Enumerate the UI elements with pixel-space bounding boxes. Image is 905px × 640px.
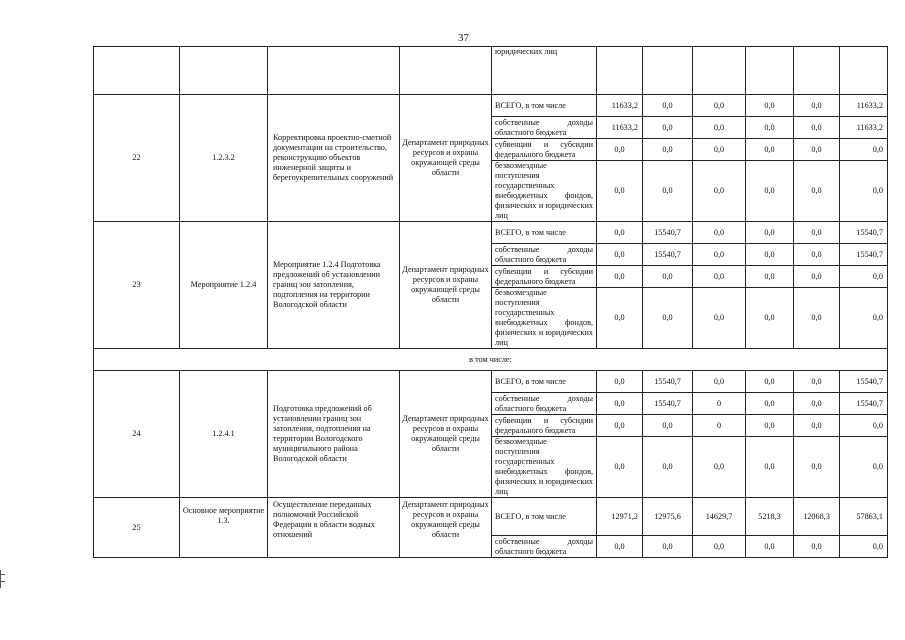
value-cell: 0,0 — [643, 536, 693, 558]
value-cell: 12971,2 — [597, 498, 643, 536]
value-cell: 0,0 — [746, 95, 794, 117]
row-code: 1.2.4.1 — [180, 371, 268, 498]
value-cell: 0,0 — [746, 437, 794, 498]
value-cell: 0,0 — [794, 222, 840, 244]
value-cell: 0,0 — [746, 244, 794, 266]
value-cell: 0,0 — [746, 139, 794, 161]
value-cell: 0,0 — [746, 536, 794, 558]
value-cell: 15540,7 — [840, 222, 888, 244]
source-label: субвенции и субсидии федерального бюджета — [492, 139, 597, 161]
value-cell: 0,0 — [794, 437, 840, 498]
source-label: собственные доходы областного бюджета — [492, 244, 597, 266]
table-row — [94, 498, 888, 536]
value-cell: 0,0 — [693, 139, 746, 161]
source-label: ВСЕГО, в том числе — [492, 95, 597, 117]
source-label: безвозмездные поступления государственных внебюджетных фондов, физических и юридических лиц — [492, 288, 597, 349]
value-cell: 0 — [693, 415, 746, 437]
value-cell: 0,0 — [794, 288, 840, 349]
source-label: ВСЕГО, в том числе — [492, 222, 597, 244]
value-cell: 0,0 — [693, 371, 746, 393]
value-cell: 0,0 — [794, 244, 840, 266]
value-cell: 12068,3 — [794, 498, 840, 536]
row-number: 25 — [94, 498, 180, 558]
source-label: собственные доходы областного бюджета — [492, 536, 597, 558]
row-department: Департамент природных ресурсов и охраны окружающей среды области — [400, 95, 492, 222]
value-cell: 0,0 — [597, 266, 643, 288]
source-label: юридических лиц — [492, 47, 597, 95]
value-cell: 0,0 — [840, 288, 888, 349]
row-description: Корректировка проектно-сметной документации на строительство, реконструкцию объектов инженерной защиты и берегоукрепительных сооружений — [268, 95, 400, 222]
program-table — [93, 46, 888, 558]
value-cell: 0,0 — [794, 536, 840, 558]
table-row — [94, 371, 888, 393]
value-cell: 0,0 — [597, 161, 643, 222]
row-number: 24 — [94, 371, 180, 498]
value-cell: 0,0 — [597, 244, 643, 266]
value-cell: 0,0 — [794, 95, 840, 117]
table-row — [94, 95, 888, 117]
value-cell: 0,0 — [840, 161, 888, 222]
source-label: собственные доходы областного бюджета — [492, 393, 597, 415]
value-cell: 0,0 — [746, 161, 794, 222]
value-cell: 0,0 — [693, 222, 746, 244]
value-cell: 0,0 — [597, 222, 643, 244]
source-label: субвенции и субсидии федерального бюджета — [492, 415, 597, 437]
value-cell: 0,0 — [794, 371, 840, 393]
row-department: Департамент природных ресурсов и охраны окружающей среды области — [400, 222, 492, 349]
value-cell: 15540,7 — [643, 244, 693, 266]
value-cell: 0,0 — [746, 371, 794, 393]
value-cell: 0,0 — [643, 161, 693, 222]
value-cell: 0,0 — [794, 415, 840, 437]
source-label: безвозмездные поступления государственных внебюджетных фондов, физических и юридических лиц — [492, 161, 597, 222]
row-description: Подготовка предложений об установлении границ зон затопления, подтопления на территории Вологодского муниципального района Вологодской области — [268, 371, 400, 498]
row-department: Департамент природных ресурсов и охраны окружающей среды области — [400, 371, 492, 498]
value-cell: 0,0 — [840, 139, 888, 161]
value-cell: 57863,1 — [840, 498, 888, 536]
value-cell: 0,0 — [693, 244, 746, 266]
value-cell: 0 — [693, 393, 746, 415]
row-code: Мероприятие 1.2.4 — [180, 222, 268, 349]
value-cell: 12975,6 — [643, 498, 693, 536]
value-cell: 0,0 — [746, 117, 794, 139]
value-cell: 0,0 — [840, 415, 888, 437]
value-cell: 0,0 — [794, 117, 840, 139]
value-cell: 11633,2 — [840, 117, 888, 139]
row-description: Мероприятие 1.2.4 Подготовка предложений об установлении границ зон затопления, подтопления на территории Вологодской области — [268, 222, 400, 349]
value-cell: 0,0 — [693, 536, 746, 558]
value-cell: 0,0 — [746, 288, 794, 349]
value-cell: 15540,7 — [643, 371, 693, 393]
value-cell: 0,0 — [746, 266, 794, 288]
value-cell: 11633,2 — [597, 117, 643, 139]
source-label: ВСЕГО, в том числе — [492, 371, 597, 393]
value-cell: 0,0 — [643, 288, 693, 349]
value-cell: 0,0 — [597, 288, 643, 349]
value-cell: 0,0 — [794, 393, 840, 415]
value-cell: 15540,7 — [643, 393, 693, 415]
value-cell: 0,0 — [643, 266, 693, 288]
value-cell: 0,0 — [746, 415, 794, 437]
value-cell: 0,0 — [693, 266, 746, 288]
value-cell: 0,0 — [794, 161, 840, 222]
value-cell: 0,0 — [693, 117, 746, 139]
value-cell: 0,0 — [746, 393, 794, 415]
table-row — [94, 222, 888, 244]
value-cell: 15540,7 — [840, 393, 888, 415]
value-cell: 0,0 — [840, 536, 888, 558]
source-label: субвенции и субсидии федерального бюджета — [492, 266, 597, 288]
value-cell: 11633,2 — [597, 95, 643, 117]
value-cell: 15540,7 — [643, 222, 693, 244]
value-cell: 0,0 — [643, 415, 693, 437]
value-cell: 0,0 — [643, 117, 693, 139]
value-cell: 11633,2 — [840, 95, 888, 117]
value-cell: 0,0 — [597, 536, 643, 558]
source-label: собственные доходы областного бюджета — [492, 117, 597, 139]
value-cell: 0,0 — [840, 437, 888, 498]
value-cell: 5218,3 — [746, 498, 794, 536]
table-row — [94, 47, 888, 95]
row-code: 1.2.3.2 — [180, 95, 268, 222]
value-cell: 0,0 — [693, 95, 746, 117]
row-description: Осуществление переданных полномочий Российской Федерации в области водных отношений — [268, 498, 400, 558]
value-cell: 0,0 — [693, 437, 746, 498]
value-cell: 0,0 — [643, 139, 693, 161]
value-cell: 0,0 — [643, 437, 693, 498]
margin-mark — [0, 570, 5, 588]
table-row — [94, 349, 888, 371]
page-number: 37 — [458, 32, 469, 44]
row-code: Основное мероприятие 1.3. — [180, 498, 268, 558]
row-number: 22 — [94, 95, 180, 222]
row-number: 23 — [94, 222, 180, 349]
source-label: ВСЕГО, в том числе — [492, 498, 597, 536]
value-cell: 14629,7 — [693, 498, 746, 536]
value-cell: 0,0 — [794, 266, 840, 288]
value-cell: 0,0 — [597, 139, 643, 161]
source-label: безвозмездные поступления государственных внебюджетных фондов, физических и юридических лиц — [492, 437, 597, 498]
value-cell: 0,0 — [746, 222, 794, 244]
value-cell: 0,0 — [597, 371, 643, 393]
value-cell: 0,0 — [597, 415, 643, 437]
row-department: Департамент природных ресурсов и охраны окружающей среды области — [400, 498, 492, 558]
value-cell: 0,0 — [693, 161, 746, 222]
value-cell: 0,0 — [597, 393, 643, 415]
value-cell: 0,0 — [840, 266, 888, 288]
value-cell: 0,0 — [794, 139, 840, 161]
subheader-cell: в том числе: — [94, 349, 888, 371]
value-cell: 0,0 — [597, 437, 643, 498]
value-cell: 15540,7 — [840, 244, 888, 266]
value-cell: 0,0 — [693, 288, 746, 349]
value-cell: 15540,7 — [840, 371, 888, 393]
value-cell: 0,0 — [643, 95, 693, 117]
